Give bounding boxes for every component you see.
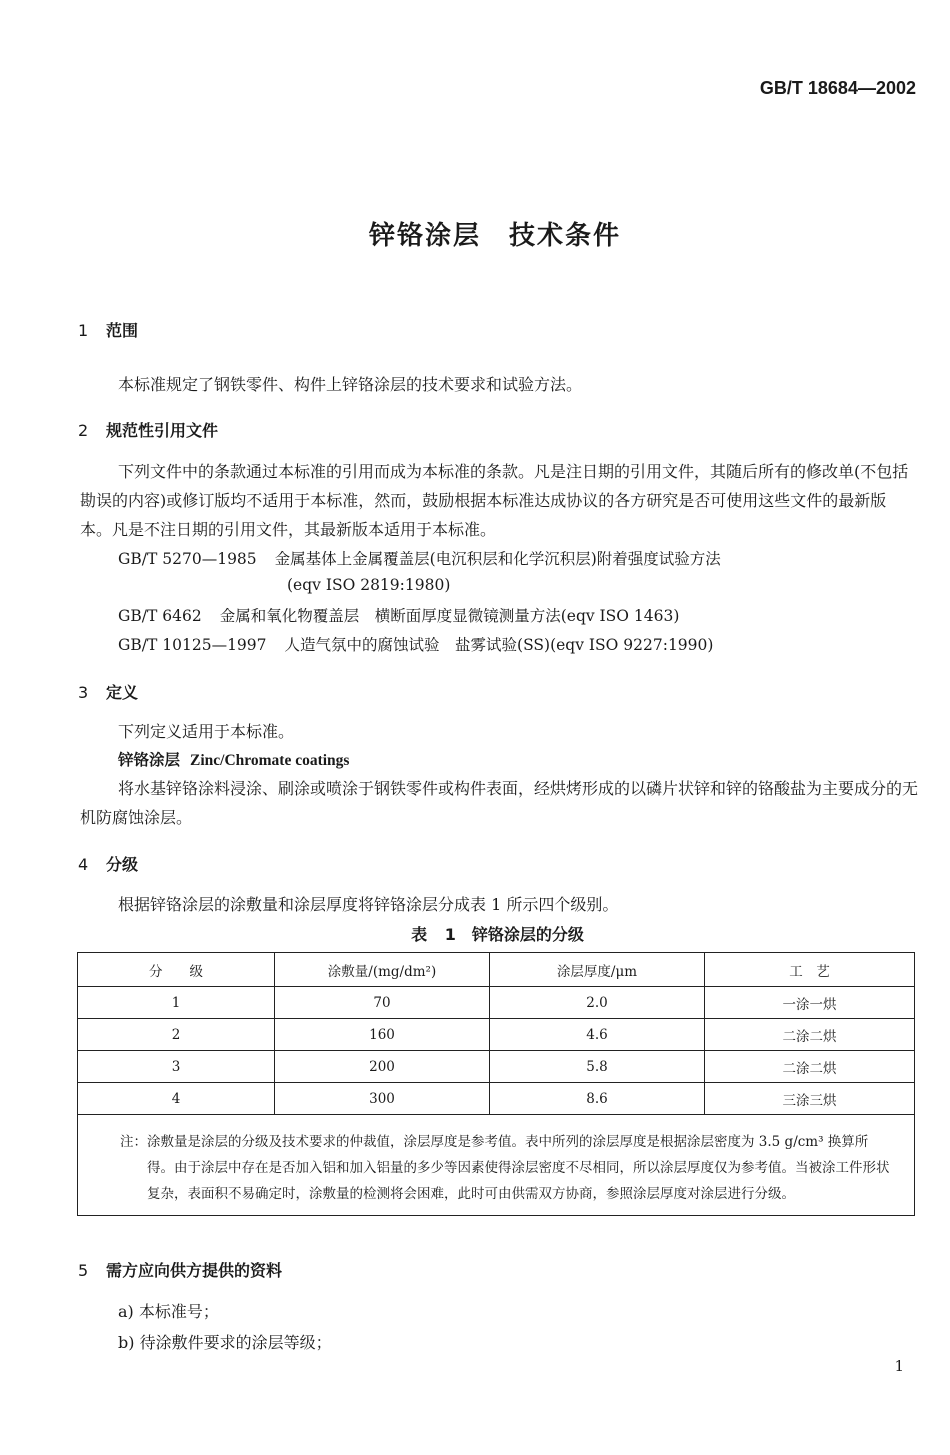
- section-5-heading: [78, 1258, 282, 1281]
- reference-1-code: GB/T 5270—1985: [118, 550, 257, 568]
- cell-thickness: 2.0: [490, 987, 705, 1019]
- cell-process: 二涂二烘: [705, 1051, 915, 1083]
- list-item: a) 本标准号；: [118, 1302, 219, 1321]
- reference-2: [118, 604, 679, 626]
- document-title: 锌铬涂层 技术条件: [368, 221, 621, 251]
- reference-3-code: GB/T 10125—1997: [118, 636, 267, 654]
- cell-grade: 1: [78, 987, 275, 1019]
- table-caption: 表 1 锌铬涂层的分级: [411, 925, 584, 944]
- note-text: 涂敷量是涂层的分级及技术要求的仲裁值，涂层厚度是参考值。表中所列的涂层厚度是根据涂层密度为 3.5 g/cm³ 换算所得。由于涂层中存在是否加入铝和加入铝量的多少等因素使得涂层密度不尽相同，所以涂层厚度仅为参考值。当被涂工件形状复杂，表面积不易确定时，涂敷量的检测将会困难，此时可由供需双方协商，参照涂层厚度对涂层进行分级。: [147, 1134, 890, 1202]
- section-1-heading: [78, 318, 138, 341]
- section-4-heading: [78, 852, 138, 875]
- term-definition-header: [118, 748, 349, 770]
- reference-3-title: 人造气氛中的腐蚀试验 盐雾试验(SS)(eqv ISO 9227:1990): [284, 636, 714, 654]
- section-3-intro: 下列定义适用于本标准。: [118, 722, 295, 741]
- cell-grade: 4: [78, 1083, 275, 1115]
- cell-grade: 3: [78, 1051, 275, 1083]
- cell-coating-weight: 300: [275, 1083, 490, 1115]
- term-chinese: 锌铬涂层: [118, 750, 181, 769]
- cell-coating-weight: 70: [275, 987, 490, 1019]
- reference-1-title: 金属基体上金属覆盖层(电沉积层和化学沉积层)附着强度试验方法: [274, 550, 721, 568]
- section-2-number: 2: [78, 421, 89, 440]
- header-coating-weight: 涂敷量/(mg/dm²): [275, 953, 490, 987]
- cell-coating-weight: 160: [275, 1019, 490, 1051]
- section-1-title: 范围: [106, 321, 139, 340]
- cell-thickness: 5.8: [490, 1051, 705, 1083]
- cell-thickness: 8.6: [490, 1083, 705, 1115]
- header-grade: 分 级: [78, 953, 275, 987]
- term-definition: 将水基锌铬涂料浸涂、刷涂或喷涂于钢铁零件或构件表面，经烘烤形成的以磷片状锌和锌的铬酸盐为主要成分的无机防腐蚀涂层。: [80, 779, 919, 827]
- section-2-body: 下列文件中的条款通过本标准的引用而成为本标准的条款。凡是注日期的引用文件，其随后所有的修改单(不包括勘误的内容)或修订版均不适用于本标准，然而，鼓励根据本标准达成协议的各方研究是否可使用这些文件的最新版本。凡是不注日期的引用文件，其最新版本适用于本标准。: [80, 462, 909, 539]
- term-english: Zinc/Chromate coatings: [190, 752, 350, 769]
- table-row: [78, 1083, 915, 1115]
- table-header-row: [78, 953, 915, 987]
- cell-thickness: 4.6: [490, 1019, 705, 1051]
- cell-process: 一涂一烘: [705, 987, 915, 1019]
- header-thickness: 涂层厚度/μm: [490, 953, 705, 987]
- grade-table: [77, 952, 915, 1216]
- section-4-body: 根据锌铬涂层的涂敷量和涂层厚度将锌铬涂层分成表 1 所示四个级别。: [118, 895, 619, 914]
- section-4-number: 4: [78, 855, 89, 874]
- page-number: 1: [894, 1357, 904, 1375]
- section-1-number: 1: [78, 321, 89, 340]
- section-4-title: 分级: [106, 855, 139, 874]
- table-note-row: [78, 1115, 915, 1216]
- table-row: [78, 1051, 915, 1083]
- note-label: 注：: [120, 1134, 147, 1150]
- cell-process: 二涂二烘: [705, 1019, 915, 1051]
- header-process: 工 艺: [705, 953, 915, 987]
- reference-1: [118, 547, 721, 569]
- section-3-title: 定义: [106, 683, 139, 702]
- cell-process: 三涂三烘: [705, 1083, 915, 1115]
- section-5-title: 需方应向供方提供的资料: [106, 1261, 283, 1280]
- section-1-body: 本标准规定了钢铁零件、构件上锌铬涂层的技术要求和试验方法。: [118, 375, 583, 394]
- section-3-number: 3: [78, 683, 89, 702]
- table-row: [78, 1019, 915, 1051]
- cell-coating-weight: 200: [275, 1051, 490, 1083]
- reference-3: [118, 633, 713, 655]
- section-2-heading: [78, 418, 218, 441]
- reference-2-title: 金属和氧化物覆盖层 横断面厚度显微镜测量方法(eqv ISO 1463): [219, 607, 680, 625]
- standard-code: GB/T 18684—2002: [759, 78, 916, 98]
- cell-grade: 2: [78, 1019, 275, 1051]
- section-3-heading: [78, 680, 138, 703]
- list-item: b) 待涂敷件要求的涂层等级；: [118, 1333, 332, 1352]
- section-5-number: 5: [78, 1261, 89, 1280]
- table-note: [78, 1115, 915, 1216]
- reference-1-eqv: (eqv ISO 2819:1980): [287, 576, 451, 594]
- reference-2-code: GB/T 6462: [118, 607, 202, 625]
- table-row: [78, 987, 915, 1019]
- section-2-title: 规范性引用文件: [106, 421, 219, 440]
